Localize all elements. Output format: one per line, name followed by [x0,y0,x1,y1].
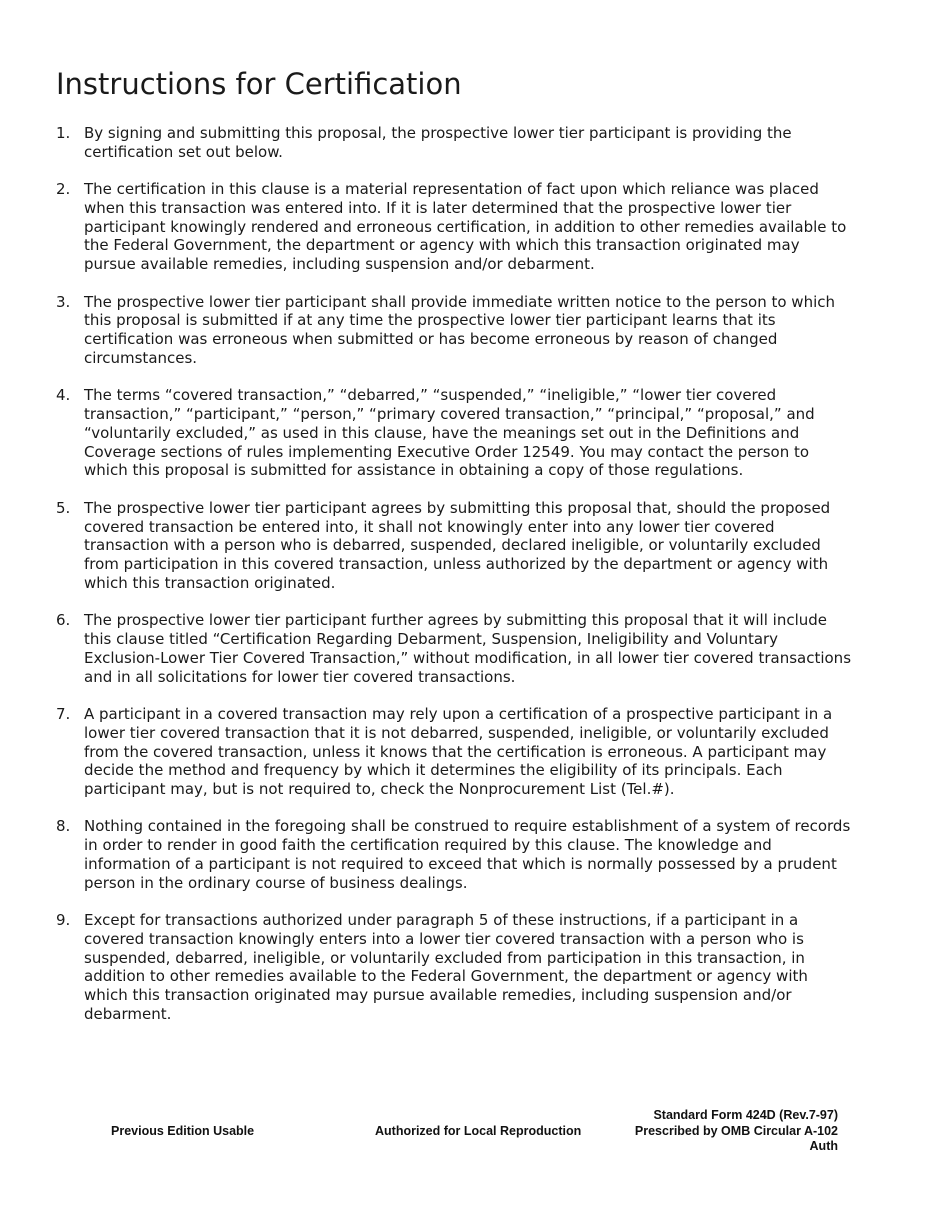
instruction-item [56,611,856,686]
item-number: 1. [56,124,71,142]
footer-form-info [635,1108,838,1155]
item-text: The terms “covered transaction,” “debarred,” “suspended,” “ineligible,” “lower tier covered transaction,” “participant,” “person,” “primary covered transaction,” “principal,” “proposal,” and “voluntarily excluded,” as used in this clause, have the meanings set out in the Definitions and Coverage sections of rules implementing Executive Order 12549. You may contact the person to which this proposal is submitted for assistance in obtaining a copy of those regulations. [84,386,815,480]
item-text: Nothing contained in the foregoing shall be construed to require establishment of a system of records in order to render in good faith the certification required by this clause. The knowledge and information of a participant is not required to exceed that which is normally possessed by a prudent person in the ordinary course of business dealings. [84,817,851,892]
instruction-item [56,817,856,892]
item-text: The prospective lower tier participant further agrees by submitting this proposal that it will include this clause titled “Certification Regarding Debarment, Suspension, Ineligibility and Voluntary Exclusion-Lower Tier Covered Transaction,” without modification, in all lower tier covered transactions and in all solicitations for lower tier covered transactions. [84,611,852,686]
footer-prescribed-by: Prescribed by OMB Circular A-102 [634,1123,838,1138]
item-number: 9. [56,911,71,930]
item-number: 7. [56,704,71,723]
footer-previous-edition: Previous Edition Usable [111,1124,255,1138]
instruction-item [56,293,856,368]
item-text: The prospective lower tier participant agrees by submitting this proposal that, should the proposed covered transaction be entered into, it shall not knowingly enter into any lower tier covered transaction with a person who is debarred, suspended, declared ineligible, or voluntarily excluded from participation in this covered transaction, unless authorized by the department or agency with which this transaction originated. [84,498,831,592]
item-number: 2. [56,180,71,199]
item-text: The prospective lower tier participant shall provide immediate written notice to the person to which this proposal is submitted if at any time the prospective lower tier participant learns that its certification was erroneous when submitted or has become erroneous by reason of changed circumstances. [84,292,835,367]
instruction-item [56,180,856,274]
item-text: A participant in a covered transaction may rely upon a certification of a prospective participant in a lower tier covered transaction that it is not debarred, suspended, ineligible, or voluntarily excluded from the covered transaction, unless it knows that the certification is erroneous. A participant may decide the method and frequency by which it determines the eligibility of its principals. Each participant may, but is not required to, check the Nonprocurement List (Tel.#). [84,704,833,799]
item-number: 3. [56,292,71,311]
footer-local-reproduction: Authorized for Local Reproduction [375,1124,582,1138]
instruction-item [56,911,856,1024]
item-number: 6. [56,611,71,630]
instruction-list [56,124,856,1042]
item-text: Except for transactions authorized under paragraph 5 of these instructions, if a participant in a covered transaction knowingly enters into a lower tier covered transaction with a person who is suspended, debarred, ineligible, or voluntarily excluded from participation in this transaction, in addition to other remedies available to the Federal Government, the department or agency with which this transaction originated may pursue available remedies, including suspension and/or debarment. [84,911,808,1024]
instruction-item [56,124,856,162]
footer-auth: Auth [809,1139,838,1153]
page-title: Instructions for Certification [56,67,462,101]
item-text: By signing and submitting this proposal, the prospective lower tier participant is providing the certification set out below. [84,124,792,161]
item-number: 5. [56,498,71,517]
instruction-item [56,705,856,799]
item-number: 4. [56,386,71,405]
instruction-item [56,499,856,593]
footer-form-number: Standard Form 424D (Rev.7-97) [653,1108,838,1122]
item-text: The certification in this clause is a material representation of fact upon which reliance was placed when this transaction was entered into. If it is later determined that the prospective lower tier participant knowingly rendered and erroneous certification, in addition to other remedies available to the Federal Government, the department or agency with which this transaction originated may pursue available remedies, including suspension and/or debarment. [84,180,847,274]
item-number: 8. [56,817,71,836]
instruction-item [56,386,856,480]
